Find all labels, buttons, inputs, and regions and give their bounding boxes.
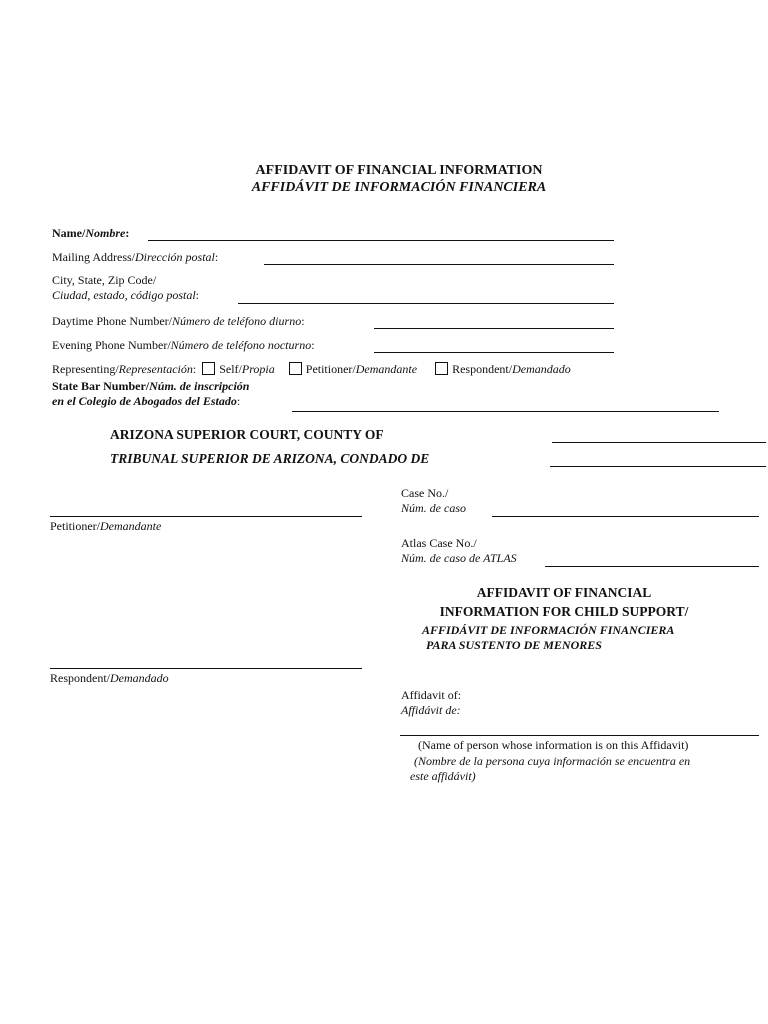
city-state-zip-field[interactable] (238, 303, 614, 304)
atlas-case-number-field[interactable] (545, 566, 759, 567)
petitioner-option-label: Petitioner/Demandante (305, 362, 418, 376)
self-checkbox[interactable] (202, 362, 215, 375)
county-field-1[interactable] (552, 442, 766, 443)
affidavit-of-note-english: (Name of person whose information is on this Affidavit) (418, 738, 689, 752)
subtitle-line-1: AFFIDAVIT OF FINANCIAL (476, 585, 652, 600)
subtitle-line-3: AFFIDÁVIT DE INFORMACIÓN FINANCIERA (422, 623, 675, 637)
representing-row (52, 362, 571, 377)
petitioner-name-field[interactable] (50, 516, 362, 517)
petitioner-label: Petitioner/Demandante (50, 519, 162, 533)
case-number-field[interactable] (492, 516, 759, 517)
state-bar-label: State Bar Number/Núm. de inscripción en el Colegio de Abogados del Estado: (52, 379, 250, 408)
subtitle-line-2: INFORMATION FOR CHILD SUPPORT/ (439, 604, 689, 619)
subtitle-line-4: PARA SUSTENTO DE MENORES (426, 638, 602, 652)
title-english: AFFIDAVIT OF FINANCIAL INFORMATION (255, 163, 543, 178)
title-spanish: AFFIDÁVIT DE INFORMACIÓN FINANCIERA (251, 180, 547, 195)
case-number-label: Case No./ Núm. de caso (401, 486, 466, 515)
mailing-address-label: Mailing Address/Dirección postal: (52, 250, 219, 264)
petitioner-checkbox[interactable] (289, 362, 302, 375)
representing-label: Representing/Representación: (52, 362, 197, 376)
court-name-english: ARIZONA SUPERIOR COURT, COUNTY OF (110, 427, 384, 442)
affidavit-of-name-field[interactable] (400, 735, 759, 736)
form-title (0, 162, 768, 196)
subtitle-spanish (422, 623, 674, 653)
respondent-checkbox[interactable] (435, 362, 448, 375)
self-option-label: Self/Propia (219, 362, 275, 376)
name-label: Name/Nombre: (52, 226, 130, 240)
county-field-2[interactable] (550, 466, 766, 467)
daytime-phone-field[interactable] (374, 328, 614, 329)
evening-phone-label: Evening Phone Number/Número de teléfono nocturno: (52, 338, 315, 352)
state-bar-field[interactable] (292, 411, 719, 412)
atlas-case-number-label: Atlas Case No./ Núm. de caso de ATLAS (401, 536, 517, 565)
evening-phone-field[interactable] (374, 352, 614, 353)
respondent-option-label: Respondent/Demandado (452, 362, 571, 376)
court-name-spanish: TRIBUNAL SUPERIOR DE ARIZONA, CONDADO DE (110, 451, 430, 466)
affidavit-of-label: Affidavit of: Affidávit de: (401, 688, 462, 717)
affidavit-of-note-spanish: (Nombre de la persona cuya información se encuentra en este affidávit) (410, 754, 691, 783)
respondent-label: Respondent/Demandado (50, 671, 169, 685)
city-state-zip-label: City, State, Zip Code/ Ciudad, estado, código postal: (52, 273, 200, 302)
daytime-phone-label: Daytime Phone Number/Número de teléfono diurno: (52, 314, 305, 328)
affidavit-subtitle (408, 585, 720, 620)
respondent-name-field[interactable] (50, 668, 362, 669)
name-field[interactable] (148, 240, 614, 241)
mailing-address-field[interactable] (264, 264, 614, 265)
